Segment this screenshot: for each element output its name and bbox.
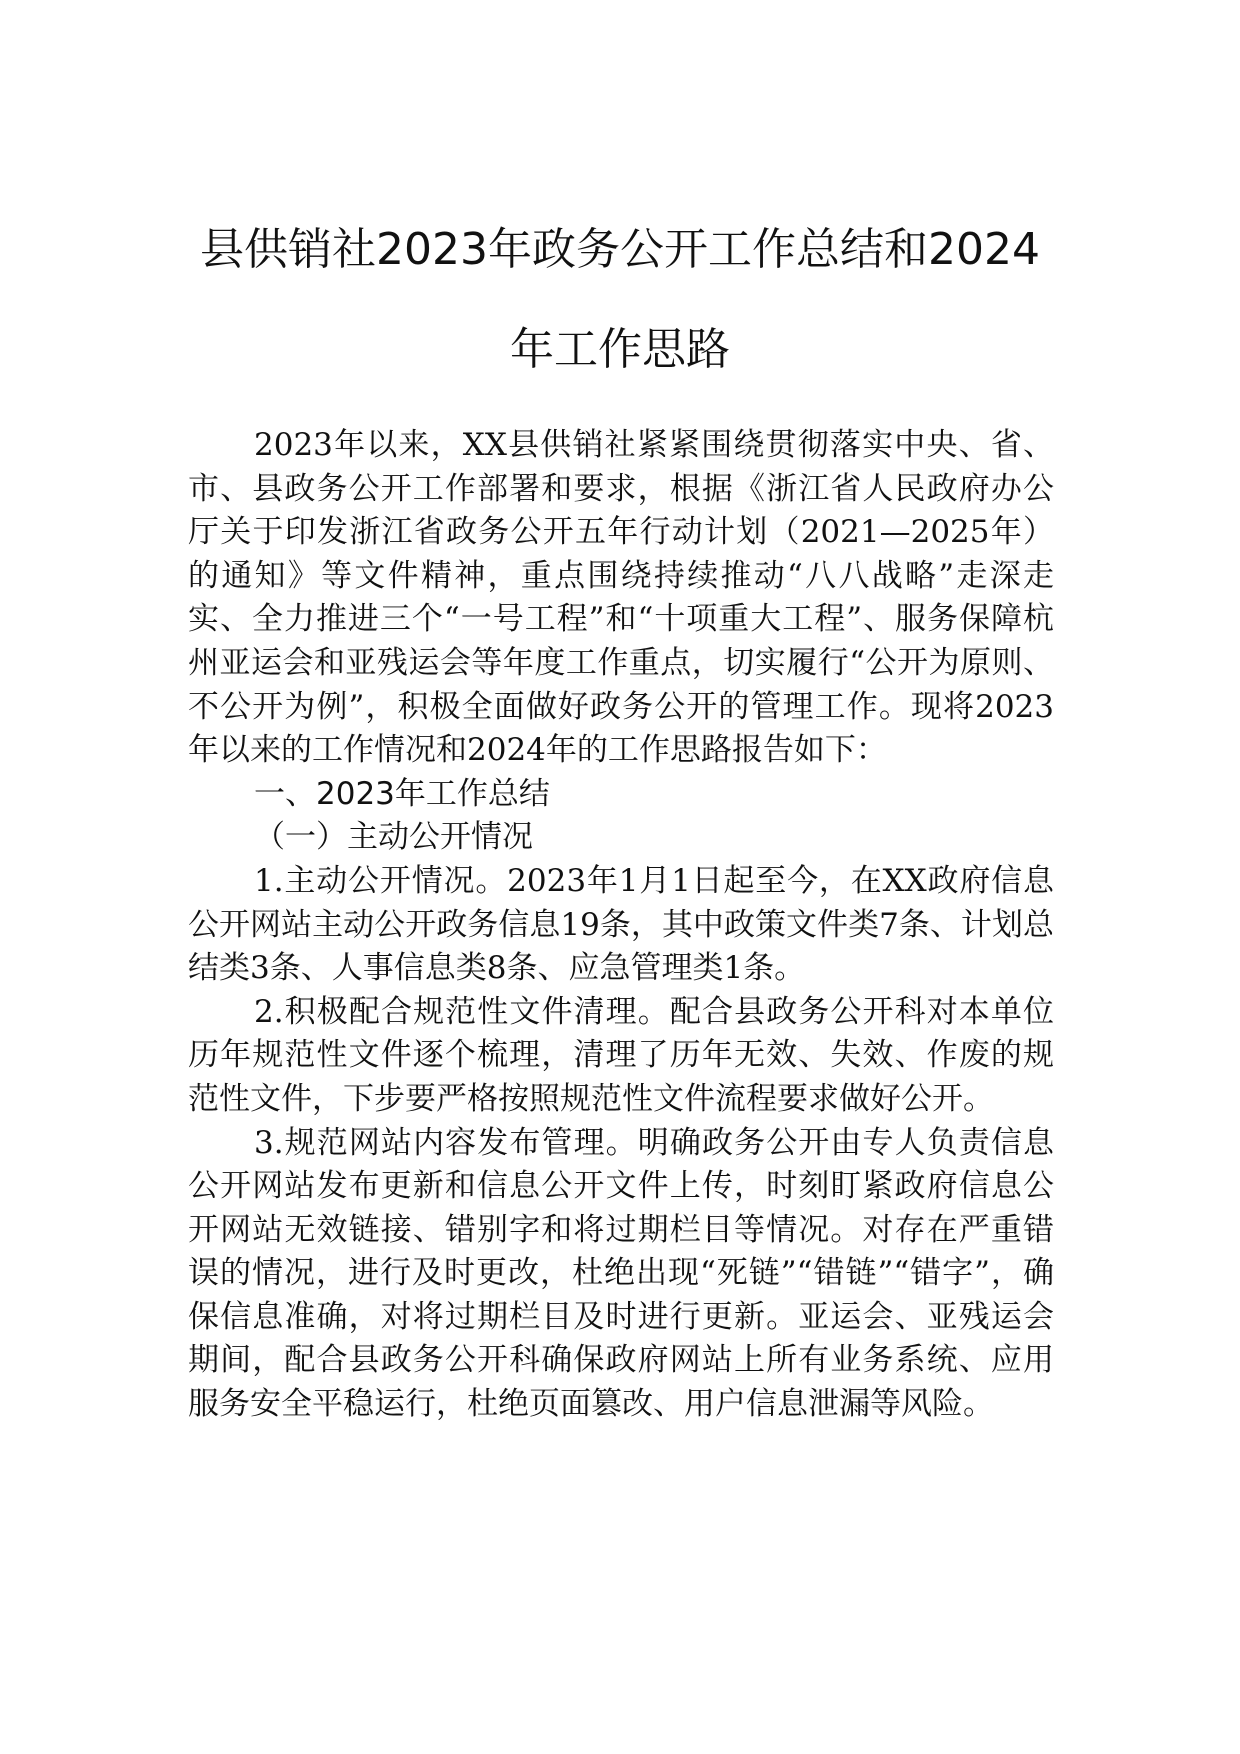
subsection-heading-1: （一）主动公开情况 (254, 819, 533, 856)
item-paragraph-2: 2.积极配合规范性文件清理。配合县政务公开科对本单位历年规范性文件逐个梳理，清理了历年无效、失效、作废的规范性文件，下步要严格按照规范性文件流程要求做好公开。 (188, 993, 1054, 1117)
intro-paragraph: 2023年以来，XX县供销社紧紧围绕贯彻落实中央、省、市、县政务公开工作部署和要求，根据《浙江省人民政府办公厅关于印发浙江省政务公开五年行动计划（2021—2025年）的通知》等文件精神，重点围绕持续推动“八八战略”走深走实、全力推进三个“一号工程”和“十项重大工程”、服务保障杭州亚运会和亚残运会等年度工作重点，切实履行“公开为原则、不公开为例”，积极全面做好政务公开的管理工作。现将2023年以来的工作情况和2024年的工作思路报告如下： (188, 427, 1054, 769)
item-paragraph-1: 1.主动公开情况。2023年1月1日起至今，在XX政府信息公开网站主动公开政务信息19条，其中政策文件类7条、计划总结类3条、人事信息类8条、应急管理类1条。 (188, 862, 1054, 987)
document-title (150, 200, 1090, 400)
document-title-line-1: 县供销社2023年政务公开工作总结和2024 (200, 224, 1040, 275)
section-heading-1: 一、2023年工作总结 (254, 775, 550, 812)
item-paragraph-3: 3.规范网站内容发布管理。明确政务公开由专人负责信息公开网站发布更新和信息公开文件上传，时刻盯紧政府信息公开网站无效链接、错别字和将过期栏目等情况。对存在严重错误的情况，进行及时更改，杜绝出现“死链”“错链”“错字”，确保信息准确，对将过期栏目及时进行更新。亚运会、亚残运会期间，配合县政务公开科确保政府网站上所有业务系统、应用服务安全平稳运行，杜绝页面篡改、用户信息泄漏等风险。 (188, 1124, 1054, 1423)
document-body (188, 424, 1054, 1427)
document-title-line-2: 年工作思路 (510, 324, 730, 375)
